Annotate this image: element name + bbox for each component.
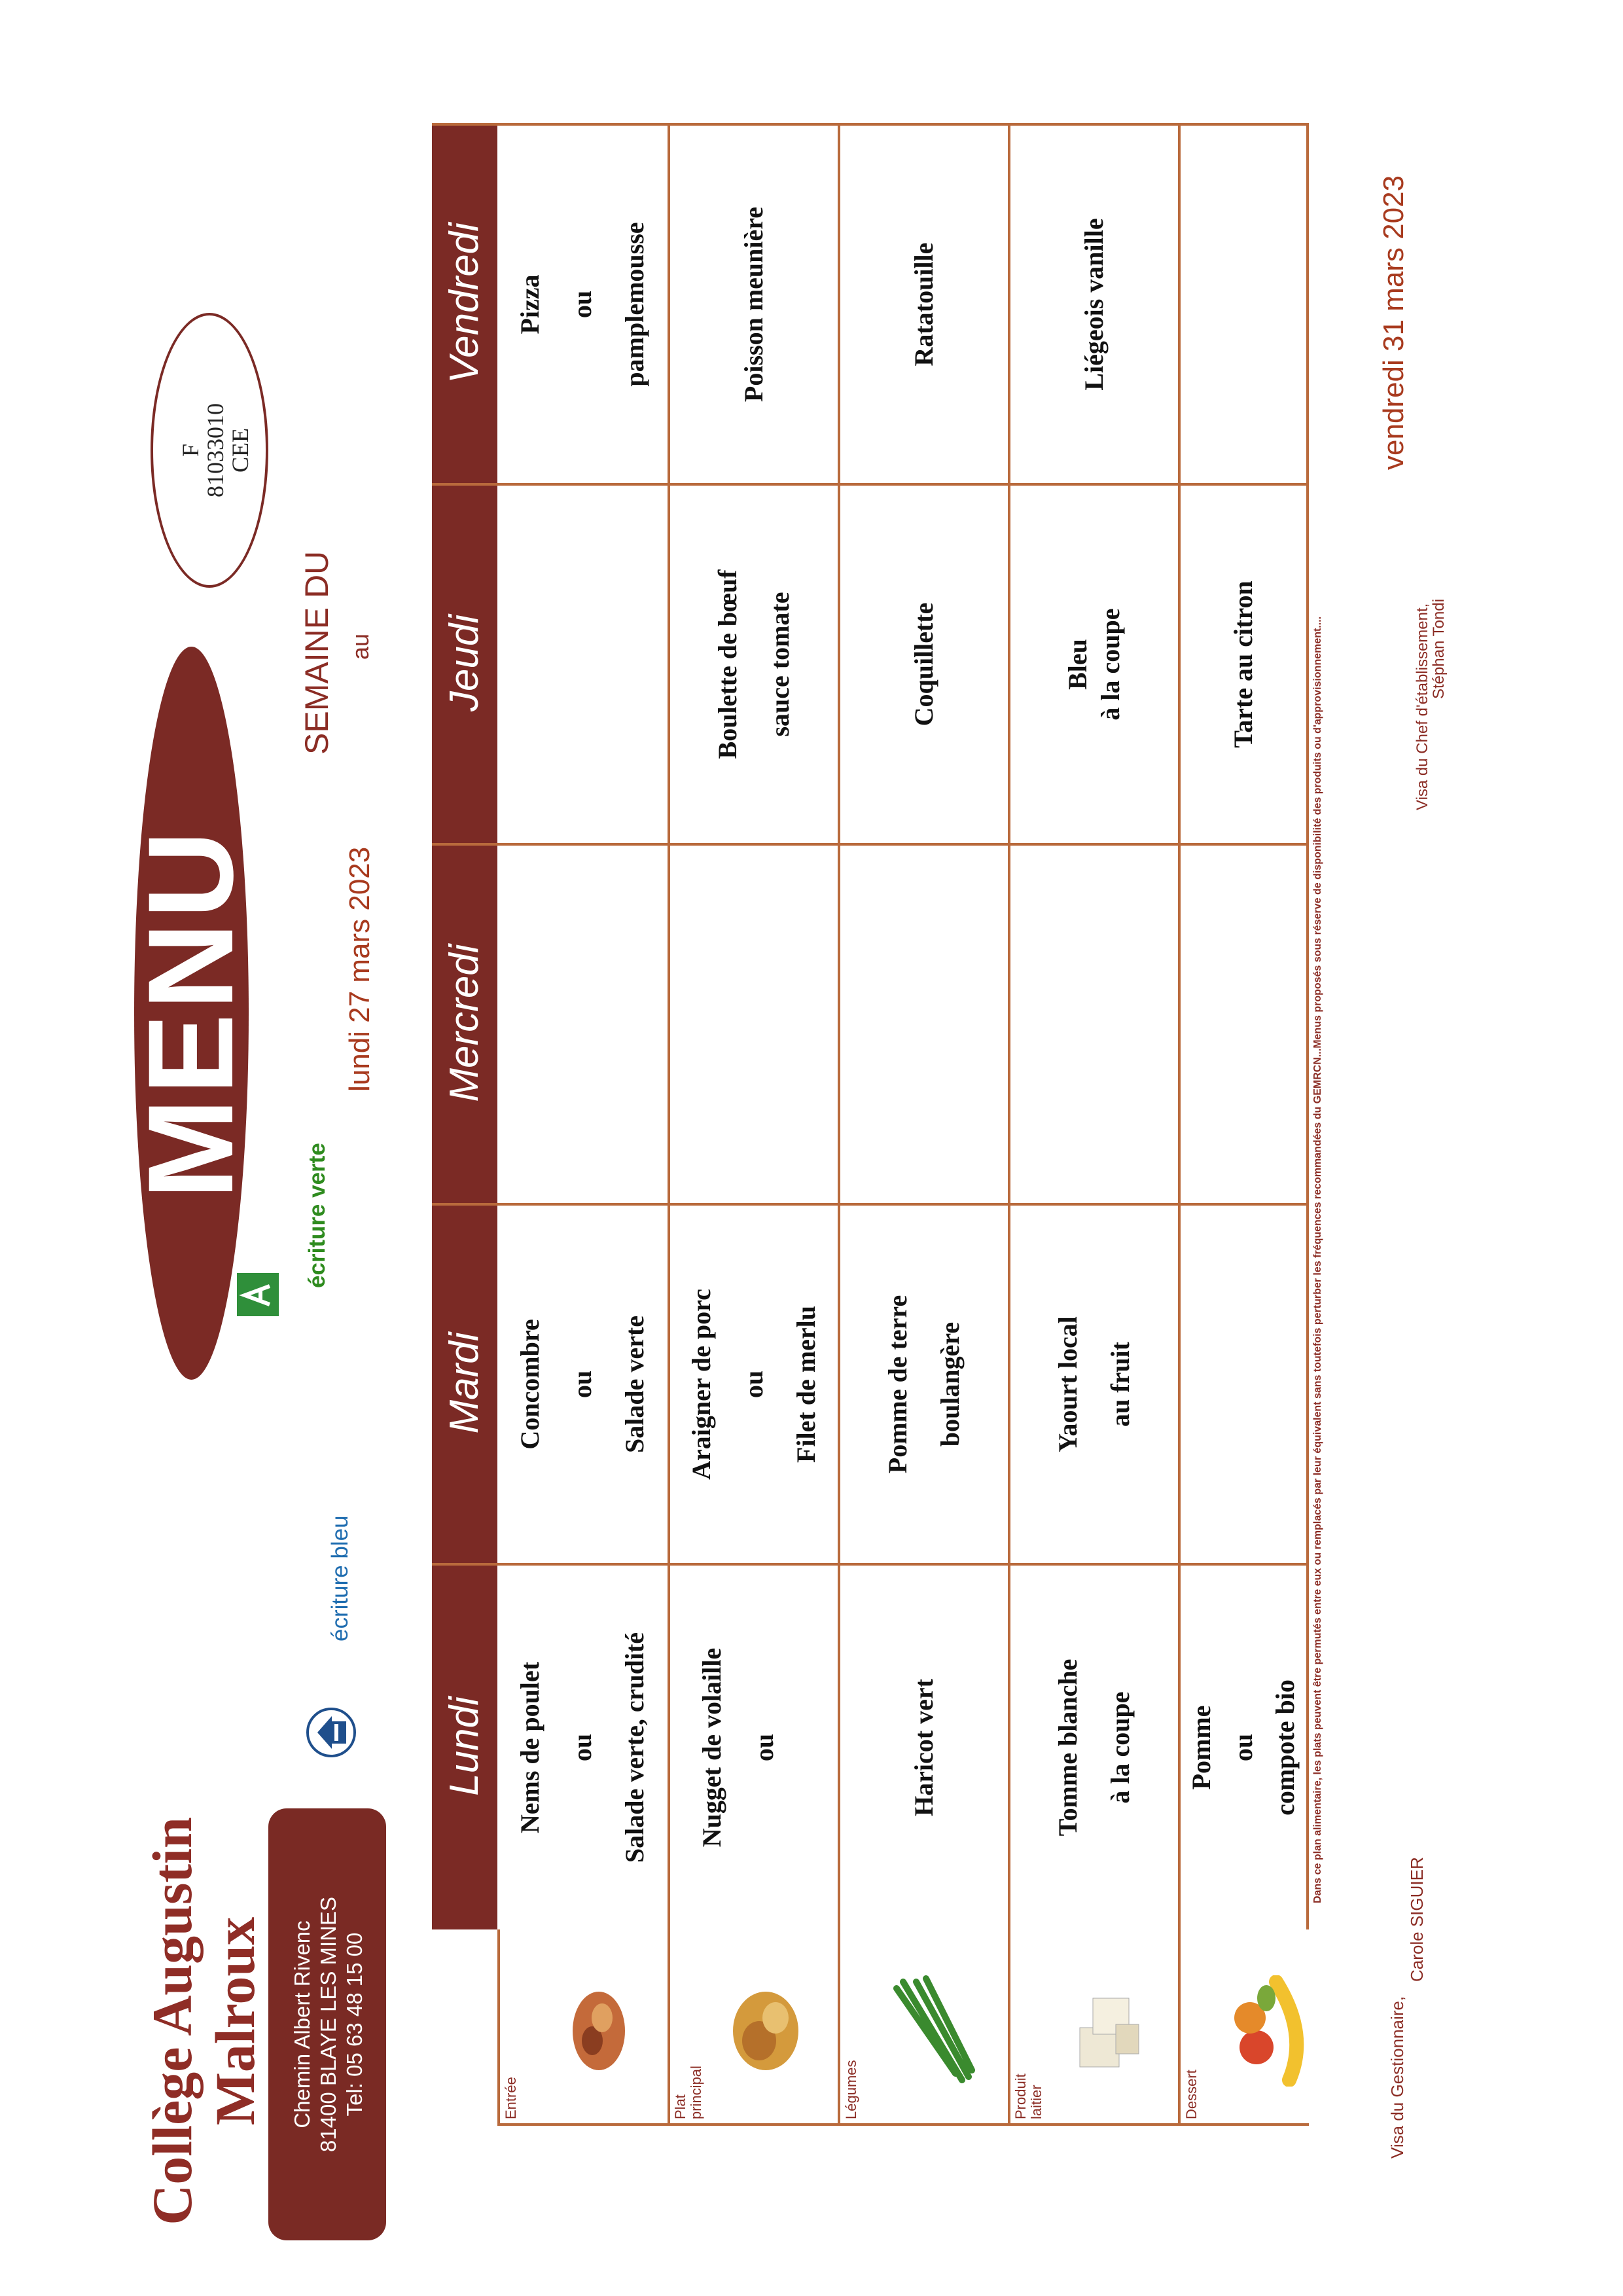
disclaimer-text: Dans ce plan alimentaire, les plats peuvent être permutés entre eux ou remplacés par leur équivalent sans toutefois perturber les fréquences recommandées du GEMRCN...Menus proposés sous réserve de disponibilité des produits ou d'approvisionnement.... <box>1312 616 1323 1903</box>
certification-oval <box>151 313 268 588</box>
category-dessert: Dessert <box>1183 2070 1200 2119</box>
dish: Coquillette <box>909 602 938 726</box>
category-entree: Entrée <box>503 2077 519 2119</box>
dish-separator: ou <box>567 290 597 319</box>
cell-laitier-lundi <box>1010 1566 1178 1929</box>
dish: Salade verte <box>620 1316 649 1453</box>
day-header-lundi: Lundi <box>442 1696 487 1796</box>
category-column <box>497 1929 1348 2126</box>
school-name-line2: Malroux <box>204 1916 266 2126</box>
dish: sauce tomate <box>765 592 794 737</box>
cell-plat-mardi <box>670 1206 838 1563</box>
dish-separator: ou <box>567 1733 597 1762</box>
date-end: vendredi 31 mars 2023 <box>1378 175 1410 470</box>
grid-line <box>1008 1929 1010 2126</box>
dish: Pizza <box>515 274 544 334</box>
dish: compote bio <box>1270 1679 1300 1816</box>
category-plat-line1: Plat <box>672 2094 688 2119</box>
category-laitier-line1: Produit <box>1012 2073 1029 2119</box>
grid-line <box>838 1929 840 2126</box>
grid-line <box>497 2123 1309 2126</box>
cell-plat-vendredi <box>670 126 838 483</box>
day-header-mercredi: Mercredi <box>442 944 487 1102</box>
agriculture-biologique-icon <box>236 1272 280 1318</box>
cert-line3: CEE <box>227 428 253 473</box>
plat-food-icon <box>713 1982 812 2080</box>
cert-line1: F <box>177 443 204 457</box>
address-box <box>268 1808 386 2240</box>
address-phone: Tel: 05 63 48 15 00 <box>342 1932 366 2117</box>
dish: Concombre <box>515 1319 544 1450</box>
dish: à la coupe <box>1105 1691 1135 1804</box>
grid-line <box>1178 1929 1181 2126</box>
dish-separator: ou <box>567 1370 597 1399</box>
dish: Haricot vert <box>909 1679 938 1816</box>
cell-laitier-vendredi <box>1010 126 1178 483</box>
dish: boulangère <box>935 1321 965 1447</box>
dish: Salade verte, crudité <box>620 1632 649 1863</box>
cell-legumes-jeudi <box>840 486 1008 843</box>
dish: Nems de poulet <box>515 1661 544 1834</box>
gestionnaire-label: Visa du Gestionnaire, <box>1387 1996 1407 2159</box>
week-label: SEMAINE DU <box>298 550 335 755</box>
dish: Ratatouille <box>909 242 938 367</box>
menu-title: MENU <box>134 647 249 1380</box>
school-name <box>141 1785 266 2257</box>
cell-dessert-jeudi <box>1181 486 1306 843</box>
cell-entree-vendredi <box>497 126 668 483</box>
day-header-mardi: Mardi <box>442 1332 487 1434</box>
grid-line <box>668 1929 670 2126</box>
au-label: au <box>347 633 374 660</box>
cell-laitier-mardi <box>1010 1206 1178 1563</box>
category-laitier-line2: laitier <box>1028 2085 1044 2119</box>
dish: Pomme <box>1186 1705 1216 1790</box>
category-plat <box>673 2066 704 2119</box>
cell-entree-lundi <box>497 1566 668 1929</box>
fait-maison-icon <box>304 1706 358 1759</box>
dish: Filet de merlu <box>791 1306 821 1463</box>
chef-label: Visa du Chef d'établissement, <box>1414 603 1431 810</box>
grid-line <box>1306 123 1309 1929</box>
cell-dessert-lundi <box>1181 1566 1306 1929</box>
dessert-fruit-icon <box>1211 1975 1309 2087</box>
legumes-food-icon <box>883 1975 982 2087</box>
laitier-food-icon <box>1054 1982 1152 2080</box>
cell-plat-lundi <box>670 1566 838 1929</box>
menu-table <box>432 123 1348 1929</box>
dish: Nugget de volaille <box>697 1647 726 1848</box>
chef-name: Stéphan Tondi <box>1430 598 1448 699</box>
dish: Poisson meunière <box>739 206 768 403</box>
grid-line <box>432 843 1309 846</box>
legend-blue-text: écriture bleu <box>327 1515 353 1641</box>
dish: Liégeois vanille <box>1079 218 1109 391</box>
day-header-vendredi: Vendredi <box>442 223 487 384</box>
dish: pamplemousse <box>620 222 649 387</box>
category-laitier <box>1013 2073 1044 2119</box>
address-city: 81400 BLAYE LES MINES <box>316 1896 340 2153</box>
dish: Bleu <box>1063 639 1092 690</box>
category-plat-line2: principal <box>688 2066 704 2119</box>
dish: à la coupe <box>1096 608 1125 721</box>
dish: Araigner de porc <box>687 1289 716 1480</box>
dish-separator: ou <box>1228 1733 1258 1762</box>
grid-line <box>497 1929 500 2126</box>
dish: Boulette de bœuf <box>713 569 742 759</box>
legend-green-text: écriture verte <box>304 1143 330 1288</box>
cell-plat-jeudi <box>670 486 838 843</box>
dish: Tarte au citron <box>1228 581 1258 748</box>
cert-line2: 81033010 <box>202 403 228 497</box>
dish: Yaourt local <box>1053 1316 1082 1452</box>
cell-legumes-mardi <box>840 1206 1008 1563</box>
dish-separator: ou <box>739 1370 768 1399</box>
dish: au fruit <box>1105 1342 1135 1427</box>
date-start: lundi 27 mars 2023 <box>344 846 376 1092</box>
dish: Pomme de terre <box>883 1295 912 1474</box>
gestionnaire-name: Carole SIGUIER <box>1407 1857 1427 1982</box>
cell-legumes-lundi <box>840 1566 1008 1929</box>
dish-separator: ou <box>749 1733 779 1762</box>
cell-entree-mardi <box>497 1206 668 1563</box>
cell-legumes-vendredi <box>840 126 1008 483</box>
address-street: Chemin Albert Rivenc <box>290 1920 314 2128</box>
school-name-line1: Collège Augustin <box>141 1817 204 2225</box>
entree-food-icon <box>543 1982 641 2080</box>
category-legumes: Légumes <box>843 2060 859 2119</box>
day-header-jeudi: Jeudi <box>442 614 487 712</box>
dish: Tomme blanche <box>1053 1659 1082 1837</box>
cell-laitier-jeudi <box>1010 486 1178 843</box>
